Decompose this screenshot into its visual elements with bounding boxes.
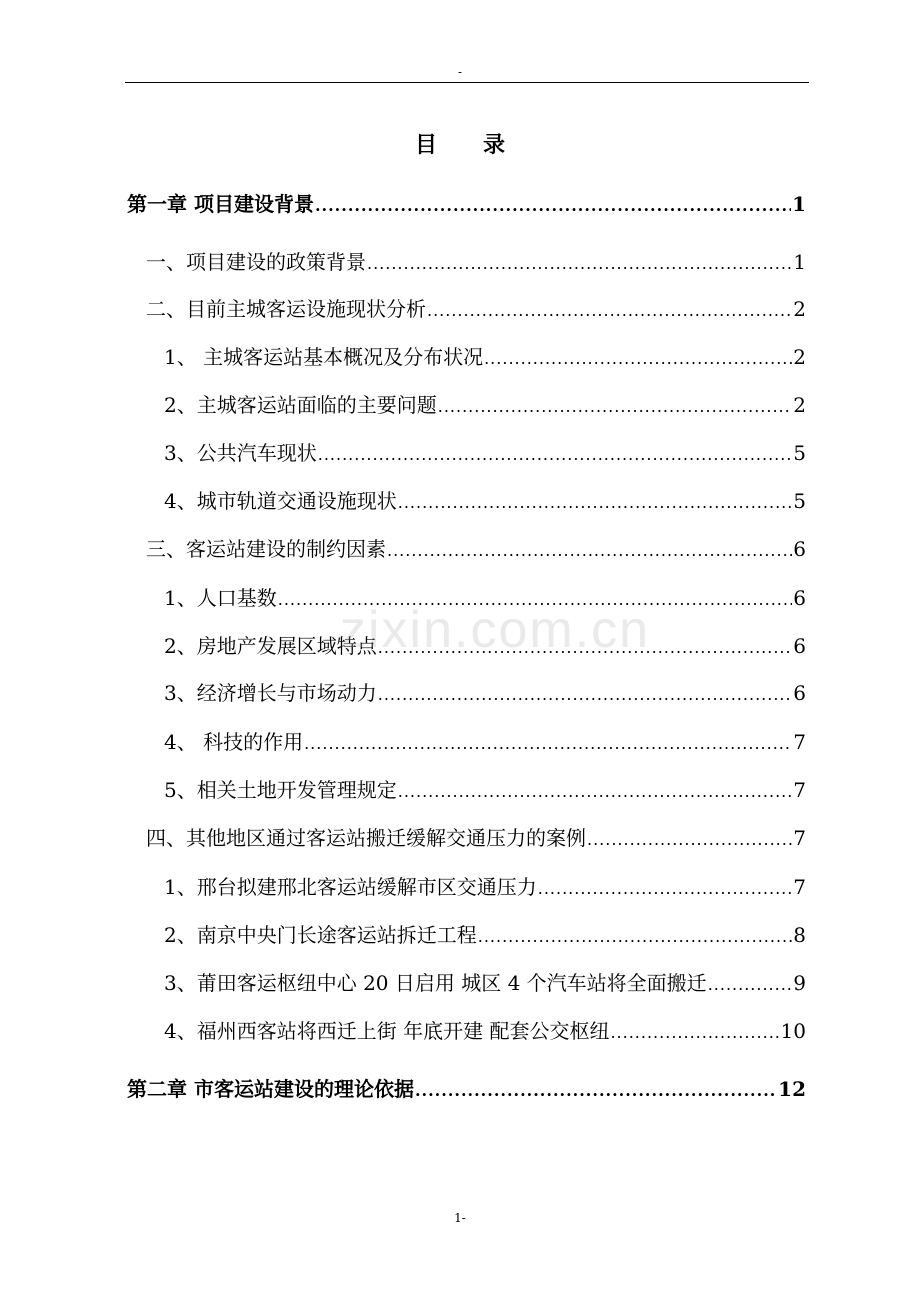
toc-entry-page: 5 [793, 489, 806, 513]
footer-page-mark: 1- [454, 1211, 466, 1225]
header-rule [125, 82, 809, 83]
toc-entry[interactable] [164, 391, 806, 421]
toc-entry-page: 10 [780, 1019, 806, 1043]
dot-leader [398, 778, 793, 806]
toc-entry-text: 5、相关土地开发管理规定 [164, 778, 397, 802]
toc-entry-text: 第二章 市客运站建设的理论依据 [127, 1077, 414, 1101]
toc-entry-text: 二、目前主城客运设施现状分析 [146, 297, 426, 321]
toc-entry[interactable] [146, 535, 806, 565]
dot-leader [318, 441, 793, 469]
toc-entry-page: 2 [793, 393, 806, 417]
toc-entry-text: 1、邢台拟建邢北客运站缓解市区交通压力 [164, 875, 537, 899]
toc-entry-text: 3、经济增长与市场动力 [164, 681, 377, 705]
toc-entry[interactable] [164, 728, 806, 758]
toc-entry[interactable] [164, 1017, 806, 1047]
dot-leader [708, 971, 793, 999]
title-char-right: 录 [483, 132, 506, 158]
toc-entry-page: 6 [793, 681, 806, 705]
dot-leader [587, 826, 792, 854]
toc-entry-text: 4、福州西客站将西迁上街 年底开建 配套公交枢纽 [164, 1019, 610, 1043]
toc-entry-text: 2、南京中央门长途客运站拆迁工程 [164, 923, 477, 947]
toc-entry-page: 5 [793, 441, 806, 465]
dot-leader [315, 192, 791, 220]
dot-leader [478, 923, 793, 951]
toc-entry-page: 7 [793, 778, 806, 802]
toc-entry-page: 6 [793, 586, 806, 610]
toc-entry-text: 一、项目建设的政策背景 [146, 250, 366, 274]
toc-entry-page: 6 [793, 634, 806, 658]
toc-entry[interactable] [164, 873, 806, 903]
dot-leader [438, 393, 793, 421]
dot-leader [398, 489, 793, 517]
dot-leader [427, 297, 792, 325]
toc-entry-page: 7 [793, 826, 806, 850]
toc-entry-chapter-1[interactable] [127, 190, 806, 220]
toc-entry-text: 第一章 项目建设背景 [127, 192, 314, 216]
toc-entry-page: 7 [793, 875, 806, 899]
toc-entry-page: 1 [793, 250, 806, 274]
toc-entry-page: 8 [793, 923, 806, 947]
toc-entry-text: 4、城市轨道交通设施现状 [164, 489, 397, 513]
dot-leader [378, 681, 793, 709]
toc-entry[interactable] [146, 824, 806, 854]
toc-entry-text: 四、其他地区通过客运站搬迁缓解交通压力的案例 [146, 826, 586, 850]
watermark: zixin.com.cn [340, 601, 651, 659]
dot-leader [387, 537, 792, 565]
toc-entry[interactable] [164, 776, 806, 806]
toc-entry-page: 7 [793, 730, 806, 754]
toc-entry-chapter-2[interactable] [127, 1075, 806, 1105]
dot-leader [538, 875, 793, 903]
dot-leader [484, 345, 792, 373]
toc-entry[interactable] [164, 439, 806, 469]
toc-entry[interactable] [164, 921, 806, 951]
toc-entry-text: 3、公共汽车现状 [164, 441, 317, 465]
toc-entry[interactable] [164, 679, 806, 709]
dot-leader [304, 730, 792, 758]
title-char-left: 目 [414, 132, 437, 158]
toc-entry[interactable] [164, 343, 806, 373]
dot-leader [610, 1019, 779, 1047]
toc-entry-page: 9 [793, 971, 806, 995]
page-title [0, 128, 920, 162]
toc-entry-text: 三、客运站建设的制约因素 [146, 537, 386, 561]
header-mark: - [457, 65, 463, 79]
toc-entry-text: 2、房地产发展区域特点 [164, 634, 377, 658]
toc-entry-text: 1、人口基数 [164, 586, 277, 610]
toc-entry-text: 3、莆田客运枢纽中心 20 日启用 城区 4 个汽车站将全面搬迁 [164, 971, 707, 995]
toc-entry-text: 1、 主城客运站基本概况及分布状况 [164, 345, 484, 369]
toc-entry[interactable] [146, 295, 806, 325]
toc-entry-page: 2 [793, 297, 806, 321]
toc-entry-page: 2 [793, 345, 806, 369]
dot-leader [367, 250, 792, 278]
toc-entry[interactable] [146, 248, 806, 278]
toc-entry-page: 1 [792, 192, 806, 216]
toc-entry[interactable] [164, 969, 806, 999]
toc-entry-page: 6 [793, 537, 806, 561]
toc-entry-text: 2、主城客运站面临的主要问题 [164, 393, 437, 417]
dot-leader [415, 1077, 777, 1105]
toc-entry-page: 12 [778, 1077, 806, 1101]
toc-entry-text: 4、 科技的作用 [164, 730, 304, 754]
toc-entry[interactable] [164, 487, 806, 517]
